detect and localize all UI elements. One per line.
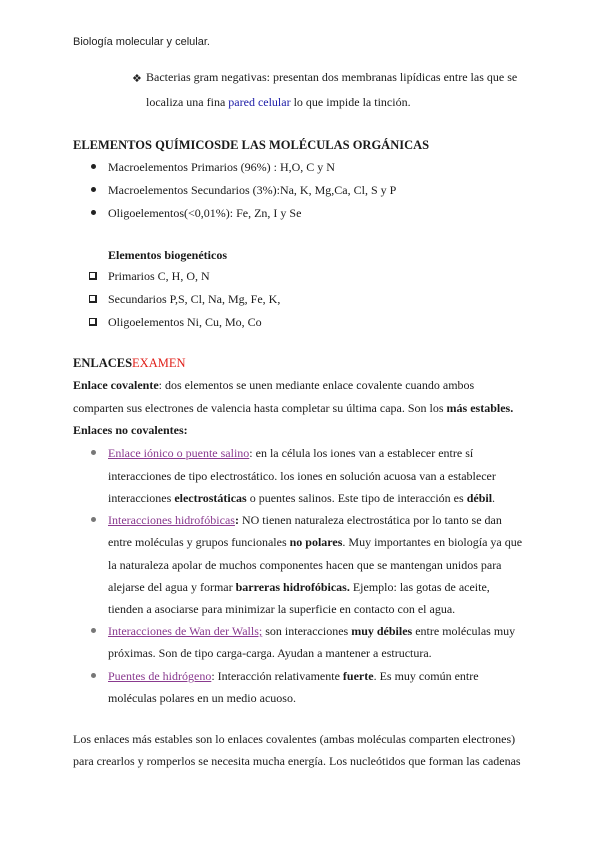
bacterias-text: lo que impide la tinción. xyxy=(290,95,411,109)
ionico-bold: débil xyxy=(466,491,493,505)
hidrogeno-line-1 xyxy=(108,665,479,687)
ionico-text: . xyxy=(492,491,496,505)
hidrofobicas-bold: no polares xyxy=(289,535,343,549)
hidrofobicas-text: entre moléculas y grupos funcionales xyxy=(108,535,290,549)
covalente-line-1 xyxy=(73,374,474,396)
hidrofobicas-line-5: tienden a asociarse para minimizar la superficie en contacto con el agua. xyxy=(108,602,456,616)
closing-line-1: Los enlaces más estables son lo enlaces covalentes (ambas moléculas comparten electrones) xyxy=(73,732,516,746)
vanderwaals-line-1 xyxy=(108,620,515,642)
pared-celular-link[interactable]: pared celular xyxy=(228,95,291,109)
elementos-item: Macroelementos Secundarios (3%):Na, K, Mg,Ca, Cl, S y P xyxy=(108,183,397,197)
covalente-text: : dos elementos se unen mediante enlace covalente cuando ambos xyxy=(158,378,475,392)
hidrofobicas-text: NO tienen naturaleza electrostática por lo tanto se dan xyxy=(238,513,502,527)
checkbox-bullet-icon xyxy=(89,318,97,326)
elementos-item: Macroelementos Primarios (96%) : H,O, C y N xyxy=(108,160,335,174)
hidrofobicas-line-2 xyxy=(108,531,522,553)
hidrofobicas-bold: barreras hidrofóbicas. xyxy=(235,580,350,594)
hidrofobicas-text: Ejemplo: las gotas de aceite, xyxy=(349,580,490,594)
bullet-dot-icon xyxy=(91,450,96,455)
bullet-dot-icon xyxy=(91,517,96,522)
ionico-text: o puentes salinos. Este tipo de interacción es xyxy=(246,491,467,505)
checkbox-bullet-icon xyxy=(89,272,97,280)
vanderwaals-text: entre moléculas muy xyxy=(412,624,516,638)
puentes-hidrogeno-link[interactable]: Puentes de hidrógeno xyxy=(108,669,212,683)
hidrofobicas-text: alejarse del agua y formar xyxy=(108,580,236,594)
vanderwaals-line-2: próximas. Son de tipo carga-carga. Ayudan a mantener a estructura. xyxy=(108,646,432,660)
hidrofobicas-line-4 xyxy=(108,576,490,598)
biogeneticos-title: Elementos biogenéticos xyxy=(108,248,227,262)
bullet-dot-icon xyxy=(91,673,96,678)
covalente-bold: más estables. xyxy=(446,401,514,415)
biogeneticos-item: Oligoelementos Ni, Cu, Mo, Co xyxy=(108,315,262,329)
closing-line-2: para crearlos y romperlos se necesita mucha energía. Los nucleótidos que forman las cadenas xyxy=(73,754,521,768)
enlace-ionico-link[interactable]: Enlace iónico o puente salino xyxy=(108,446,250,460)
ionico-line-1 xyxy=(108,442,473,464)
hidrogeno-text: . Es muy común entre xyxy=(373,669,479,683)
no-covalentes-title: Enlaces no covalentes: xyxy=(73,423,188,437)
interacciones-wan-der-walls-link[interactable]: Interacciones de Wan der Walls; xyxy=(108,624,263,638)
examen-tag: EXAMEN xyxy=(132,356,186,370)
covalente-line-2 xyxy=(73,397,513,419)
hidrofobicas-colon: : xyxy=(234,513,239,527)
vanderwaals-text: son interacciones xyxy=(262,624,352,638)
enlaces-title: ENLACES xyxy=(73,356,133,370)
checkbox-bullet-icon xyxy=(89,295,97,303)
ionico-bold: electrostáticas xyxy=(174,491,247,505)
ionico-line-2: interacciones de tipo electrostático. los iones en solución acuosa van a establecer xyxy=(108,469,496,483)
elementos-item: Oligoelementos(<0,01%): Fe, Zn, I y Se xyxy=(108,206,302,220)
bullet-dot-icon xyxy=(91,164,96,169)
interacciones-hidrofobicas-link[interactable]: Interacciones hidrofóbicas xyxy=(108,513,235,527)
bullet-dot-icon xyxy=(91,187,96,192)
bacterias-text: localiza una fina xyxy=(146,95,229,109)
vanderwaals-bold: muy débiles xyxy=(351,624,413,638)
hidrofobicas-line-1 xyxy=(108,509,502,531)
bacterias-text: Bacterias gram negativas: presentan dos membranas lipídicas entre las que se xyxy=(146,70,518,84)
ionico-text: interacciones xyxy=(108,491,175,505)
enlaces-heading xyxy=(73,352,186,374)
hidrogeno-bold: fuerte xyxy=(342,669,374,683)
bullet-dot-icon xyxy=(91,210,96,215)
hidrofobicas-text: . Muy importantes en biología ya que xyxy=(342,535,523,549)
bullet-dot-icon xyxy=(91,628,96,633)
elementos-title: ELEMENTOS QUÍMICOSDE LAS MOLÉCULAS ORGÁNICAS xyxy=(73,138,430,152)
hidrofobicas-line-3: la naturaleza apolar de muchos componentes hacen que se mantengan unidos para xyxy=(108,558,502,572)
page-header: Biología molecular y celular. xyxy=(73,36,210,48)
biogeneticos-item: Primarios C, H, O, N xyxy=(108,269,210,283)
ionico-line-3 xyxy=(108,487,495,509)
hidrogeno-line-2: moléculas polares en un medio acuoso. xyxy=(108,691,296,705)
hidrogeno-text: : Interacción relativamente xyxy=(211,669,343,683)
bacterias-line-1 xyxy=(146,66,517,88)
ionico-text: : en la célula los iones van a establecer entre sí xyxy=(249,446,474,460)
covalente-label: Enlace covalente xyxy=(73,378,159,392)
diamond-bullet-icon: ❖ xyxy=(132,72,142,85)
bacterias-line-2 xyxy=(146,91,411,113)
biogeneticos-item: Secundarios P,S, Cl, Na, Mg, Fe, K, xyxy=(108,292,281,306)
covalente-text: comparten sus electrones de valencia hasta completar su última capa. Son los xyxy=(73,401,447,415)
